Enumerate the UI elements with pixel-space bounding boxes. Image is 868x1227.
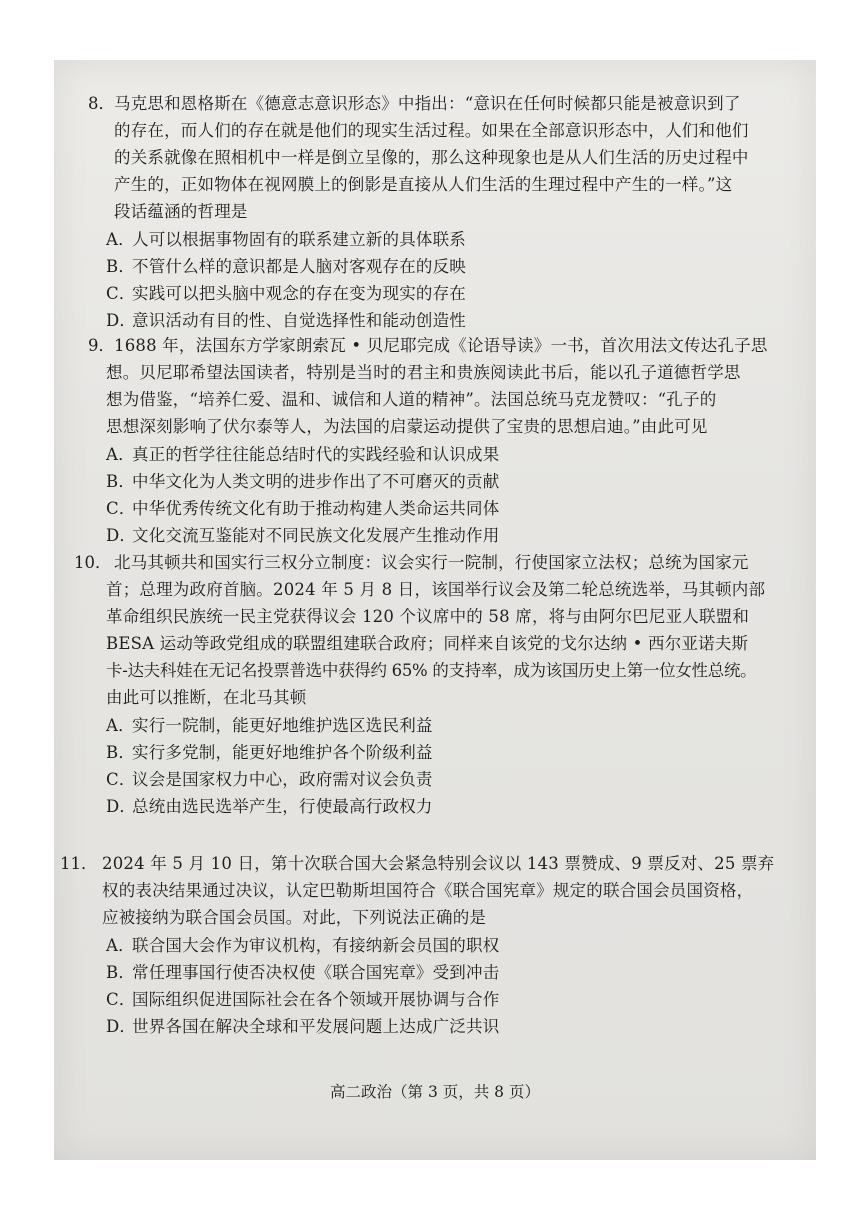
question-text-line: 的关系就像在照相机中一样是倒立呈像的，那么这种现象也是从人们生活的历史过程中 bbox=[114, 148, 749, 167]
option-b: B．中华文化为人类文明的进步作出了不可磨灭的贡献 bbox=[106, 472, 500, 491]
option-d: D．意识活动有目的性、自觉选择性和能动创造性 bbox=[106, 311, 466, 330]
option-d: D．世界各国在解决全球和平发展问题上达成广泛共识 bbox=[106, 1017, 500, 1036]
question-text-line: 革命组织民族统一民主党获得议会 120 个议席中的 58 席，将与由阿尔巴尼亚人联盟和 bbox=[106, 607, 750, 626]
question-text-line: 卡-达夫科娃在无记名投票普选中获得约 65% 的支持率，成为该国历史上第一位女性总统。 bbox=[106, 661, 757, 680]
question-text-line: 应被接纳为联合国会员国。对此，下列说法正确的是 bbox=[102, 908, 487, 927]
option-c: C．实践可以把头脑中观念的存在变为现实的存在 bbox=[106, 284, 466, 303]
option-b: B．不管什么样的意识都是人脑对客观存在的反映 bbox=[106, 257, 466, 276]
question-text-line: BESA 运动等政党组成的联盟组建联合政府；同样来自该党的戈尔达纳 • 西尔亚诺夫斯 bbox=[106, 634, 749, 653]
question-number: 11． bbox=[60, 854, 98, 873]
question-text-line: 想为借鉴，“培养仁爱、温和、诚信和人道的精神”。法国总统马克龙赞叹：“孔子的 bbox=[106, 390, 717, 409]
option-a: A．实行一院制，能更好地维护选区选民利益 bbox=[106, 716, 433, 735]
option-d: D．总统由选民选举产生，行使最高行政权力 bbox=[106, 797, 433, 816]
question-text-line: 的存在，而人们的存在就是他们的现实生活过程。如果在全部意识形态中，人们和他们 bbox=[114, 121, 749, 140]
option-c: C．国际组织促进国际社会在各个领域开展协调与合作 bbox=[106, 990, 500, 1009]
option-b: B．常任理事国行使否决权使《联合国宪章》受到冲击 bbox=[106, 963, 500, 982]
question-text-line: 由此可以推断，在北马其顿 bbox=[106, 688, 307, 707]
question-text-line: 产生的，正如物体在视网膜上的倒影是直接从人们生活的生理过程中产生的一样。”这 bbox=[114, 175, 733, 194]
option-c: C．中华优秀传统文化有助于推动构建人类命运共同体 bbox=[106, 499, 500, 518]
question-text-line: 首；总理为政府首脑。2024 年 5 月 8 日，该国举行议会及第二轮总统选举，马其顿内部 bbox=[106, 580, 766, 599]
exam-page bbox=[54, 60, 816, 1160]
question-number: 8． bbox=[88, 94, 115, 113]
question-text-line: 2024 年 5 月 10 日，第十次联合国大会紧急特别会议以 143 票赞成、9 票反对、25 票弃 bbox=[102, 854, 775, 873]
question-text-line: 北马其顿共和国实行三权分立制度：议会实行一院制，行使国家立法权；总统为国家元 bbox=[114, 553, 749, 572]
option-b: B．实行多党制，能更好地维护各个阶级利益 bbox=[106, 743, 433, 762]
question-text-line: 权的表决结果通过决议，认定巴勒斯坦国符合《联合国宪章》规定的联合国会员国资格， bbox=[102, 881, 754, 900]
question-text-line: 1688 年，法国东方学家朗索瓦 • 贝尼耶完成《论语导读》一书，首次用法文传达孔子思 bbox=[114, 336, 768, 355]
page-footer: 高二政治（第 3 页，共 8 页） bbox=[330, 1083, 540, 1101]
option-c: C．议会是国家权力中心，政府需对议会负责 bbox=[106, 770, 433, 789]
question-text-line: 段话蕴涵的哲理是 bbox=[114, 202, 248, 221]
page-content bbox=[54, 60, 816, 1160]
question-text-line: 马克思和恩格斯在《德意志意识形态》中指出：“意识在任何时候都只能是被意识到了 bbox=[114, 94, 741, 113]
question-number: 9． bbox=[88, 336, 115, 355]
option-a: A．真正的哲学往往能总结时代的实践经验和认识成果 bbox=[106, 445, 500, 464]
option-d: D．文化交流互鉴能对不同民族文化发展产生推动作用 bbox=[106, 526, 500, 545]
question-text-line: 想。贝尼耶希望法国读者，特别是当时的君主和贵族阅读此书后，能以孔子道德哲学思 bbox=[106, 363, 741, 382]
option-a: A．人可以根据事物固有的联系建立新的具体联系 bbox=[106, 230, 466, 249]
option-a: A．联合国大会作为审议机构，有接纳新会员国的职权 bbox=[106, 936, 500, 955]
question-text-line: 思想深刻影响了伏尔泰等人，为法国的启蒙运动提供了宝贵的思想启迪。”由此可见 bbox=[106, 417, 708, 436]
question-number: 10． bbox=[74, 553, 112, 572]
